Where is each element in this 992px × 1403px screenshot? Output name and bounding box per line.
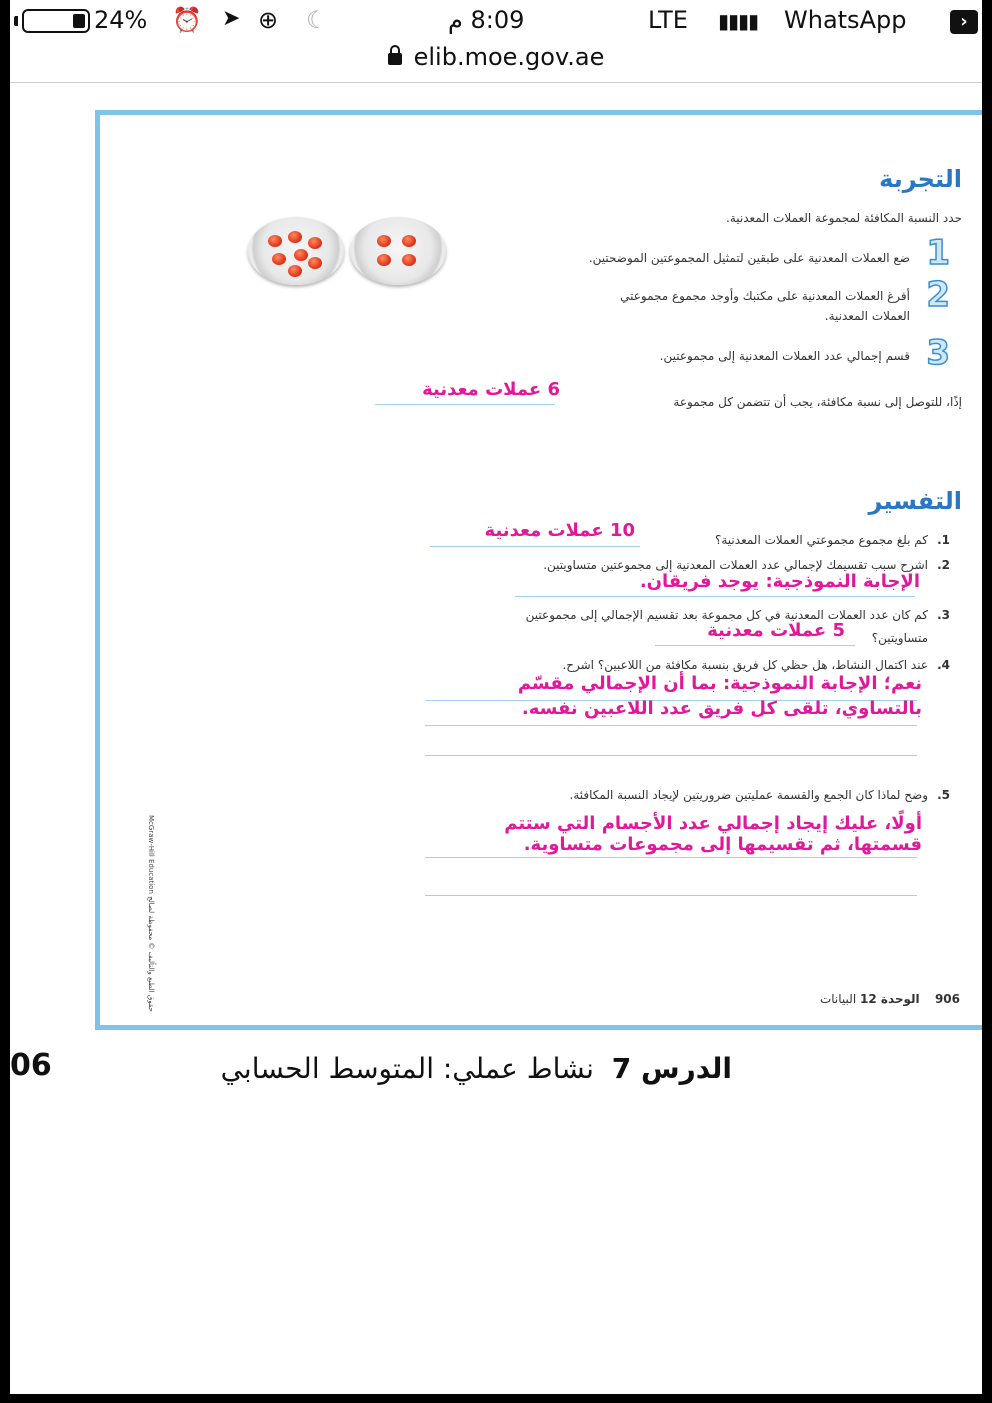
copyright-credit: McGraw-Hill Education حقوق الطبع والتأليف © محفوظة لصالح [147,815,155,1012]
step-2-text-line2: العملات المعدنية. [824,309,910,323]
question-3-answer-line [655,645,855,646]
question-2-text: اشرح سبب تقسيمك لإجمالي عدد العملات المعدنية إلى مجموعتين متساويتين. [543,558,928,572]
question-2-answer-line [515,596,915,597]
analyze-heading: التفسير [868,487,962,515]
conclusion-answer-line [375,404,555,405]
rotation-lock-icon: ⊕ [258,6,279,34]
question-1-answer-line [430,546,640,547]
network-type: LTE [648,6,688,34]
toolbar-divider [10,82,982,83]
question-5-line-2 [425,895,917,896]
back-to-app-link[interactable]: WhatsApp [784,6,907,34]
question-4-answer-line2: بالتساوي، تلقى كل فريق عدد اللاعبين نفسه. [521,698,922,719]
explore-intro: حدد النسبة المكافئة لمجموعة العملات المعدنية. [726,211,962,225]
unit-label: الوحدة 12 [859,992,920,1006]
question-5-answer-line2: قسمتها، ثم تقسيمها إلى مجموعات متساوية. [523,834,922,855]
question-1-number: 1. [937,533,950,547]
plate-four-coins [350,217,446,285]
battery-percent: 24% [94,6,148,34]
step-3-text: قسم إجمالي عدد العملات المعدنية إلى مجموعتين. [659,349,910,363]
step-number-1: 1 [926,233,950,273]
lesson-title: نشاط عملي: المتوسط الحسابي [220,1052,594,1085]
conclusion-answer: 6 عملات معدنية [422,379,560,400]
lesson-caption [221,1052,732,1085]
unit-name: البيانات [819,992,857,1006]
url-text: elib.moe.gov.ae [413,43,605,71]
step-number-3: 3 [926,333,950,373]
question-2-answer: الإجابة النموذجية: يوجد فريقان. [639,571,920,592]
signal-bars-icon: ▮▮▮▮ [718,9,759,33]
question-1-answer: 10 عملات معدنية [484,520,635,541]
question-5-answer-line1: أولًا، عليك إيجاد إجمالي عدد الأجسام التي ستتم [504,813,922,834]
status-bar [10,0,982,42]
step-1-text: ضع العملات المعدنية على طبقين لتمثيل المجموعتين الموضحتين. [588,251,910,265]
question-1-text: كم بلغ مجموع مجموعتي العملات المعدنية؟ [715,533,928,547]
facing-page-number: 06 [10,1048,52,1083]
question-3-answer: 5 عملات معدنية [707,620,845,641]
page-footer [820,992,960,1006]
question-5-line-1 [425,857,917,858]
step-2-text-line1: أفرغ العملات المعدنية على مكتبك وأوجد مجموع مجموعتي [620,289,910,303]
step-number-2: 2 [926,275,950,315]
battery-nub [14,16,18,26]
question-4-answer-line1: نعم؛ الإجابة النموذجية: بما أن الإجمالي مقسّم [517,673,922,694]
address-bar[interactable] [10,42,982,82]
clock: 8:09 م [448,6,525,34]
location-icon: ➤ [222,6,241,31]
question-3-text-line2: متساويتين؟ [871,631,928,645]
question-3-number: 3. [937,608,950,622]
page-number: 906 [934,992,960,1006]
lesson-label: الدرس 7 [611,1052,732,1085]
plate-six-coins [248,217,344,285]
question-3-text-line1: كم كان عدد العملات المعدنية في كل مجموعة بعد تقسيم الإجمالي إلى مجموعتين [525,608,928,622]
textbook-page [95,110,982,1030]
battery-icon [22,9,90,33]
question-4-line-3 [425,755,917,756]
question-4-number: 4. [937,658,950,672]
alarm-icon: ⏰ [172,6,202,34]
question-5-text: وضح لماذا كان الجمع والقسمة عمليتين ضروريتين لإيجاد النسبة المكافئة. [569,788,928,802]
lock-icon [388,53,402,65]
chevron-right-icon[interactable]: › [950,10,978,34]
question-2-number: 2. [937,558,950,572]
explore-conclusion: إذًا، للتوصل إلى نسبة مكافئة، يجب أن تتضمن كل مجموعة [673,395,962,409]
do-not-disturb-icon: ☾ [306,6,328,34]
explore-heading: التجربة [879,165,962,193]
phone-screen [10,0,982,1394]
question-5-number: 5. [937,788,950,802]
question-4-line-2 [425,725,917,726]
question-4-text: عند اكتمال النشاط، هل حظي كل فريق بنسبة مكافئة من اللاعبين؟ اشرح. [562,658,928,672]
